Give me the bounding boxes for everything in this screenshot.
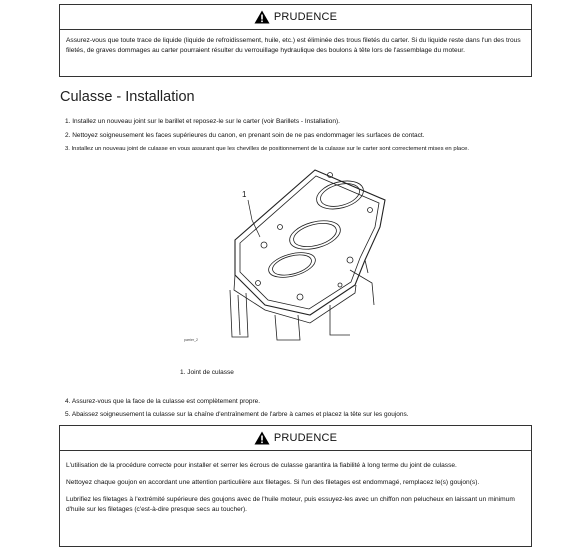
head-gasket-illustration	[180, 165, 390, 345]
figure-id: parrier_2	[184, 338, 199, 342]
step-3: 3. Installez un nouveau joint de culasse en vous assurant que les chevilles de positionnement de la culasse sur le carter sont correctement mises en place.	[65, 146, 470, 152]
caution-header	[60, 426, 531, 451]
caution-paragraph: L'utilisation de la procédure correcte pour installer et serrer les écrous de culasse garantira la fiabilité à long terme du joint de culasse.	[66, 462, 457, 469]
caution-box-bottom	[59, 425, 532, 547]
callout-number: 1	[242, 190, 247, 199]
step-5: 5. Abaissez soigneusement la culasse sur la chaîne d'entraînement de l'arbre à cames et placez la tête sur les goujons.	[65, 411, 409, 418]
caution-box-top	[59, 4, 532, 77]
caution-title: PRUDENCE	[273, 432, 338, 444]
caution-paragraph: Lubrifiez les filetages à l'extrémité supérieure des goujons avec de l'huile moteur, puis essuyez-les avec un chiffon non pelucheux en laissant un minimum d'huile sur les filetages (c'est-à-dire presque secs au toucher).	[66, 496, 515, 513]
figure-caption: 1. Joint de culasse	[180, 369, 234, 376]
section-title: Culasse - Installation	[60, 89, 195, 105]
caution-text: Assurez-vous que toute trace de liquide (liquide de refroidissement, huile, etc.) est éliminée des trous filetés du carter. Si du liquide reste dans l'un des trous filetés, de graves dommages au carter pourraient résulter du verrouillage hydraulique des boulons à tête lors de l'assemblage du moteur.	[66, 37, 521, 54]
caution-header	[60, 5, 531, 30]
step-2: 2. Nettoyez soigneusement les faces supérieures du canon, en prenant soin de ne pas endommager les surfaces de contact.	[65, 132, 425, 139]
caution-title: PRUDENCE	[273, 11, 338, 23]
warning-icon	[254, 10, 270, 24]
step-4: 4. Assurez-vous que la face de la culasse est complètement propre.	[65, 398, 261, 405]
caution-paragraph: Nettoyez chaque goujon en accordant une attention particulière aux filetages. Si l'un des filetages est endommagé, remplacez le(s) goujon(s).	[66, 479, 480, 486]
warning-icon	[254, 431, 270, 445]
head-gasket-figure	[180, 165, 390, 345]
step-1: 1. Installez un nouveau joint sur le barillet et reposez-le sur le carter (voir Barillets - Installation).	[65, 118, 340, 125]
